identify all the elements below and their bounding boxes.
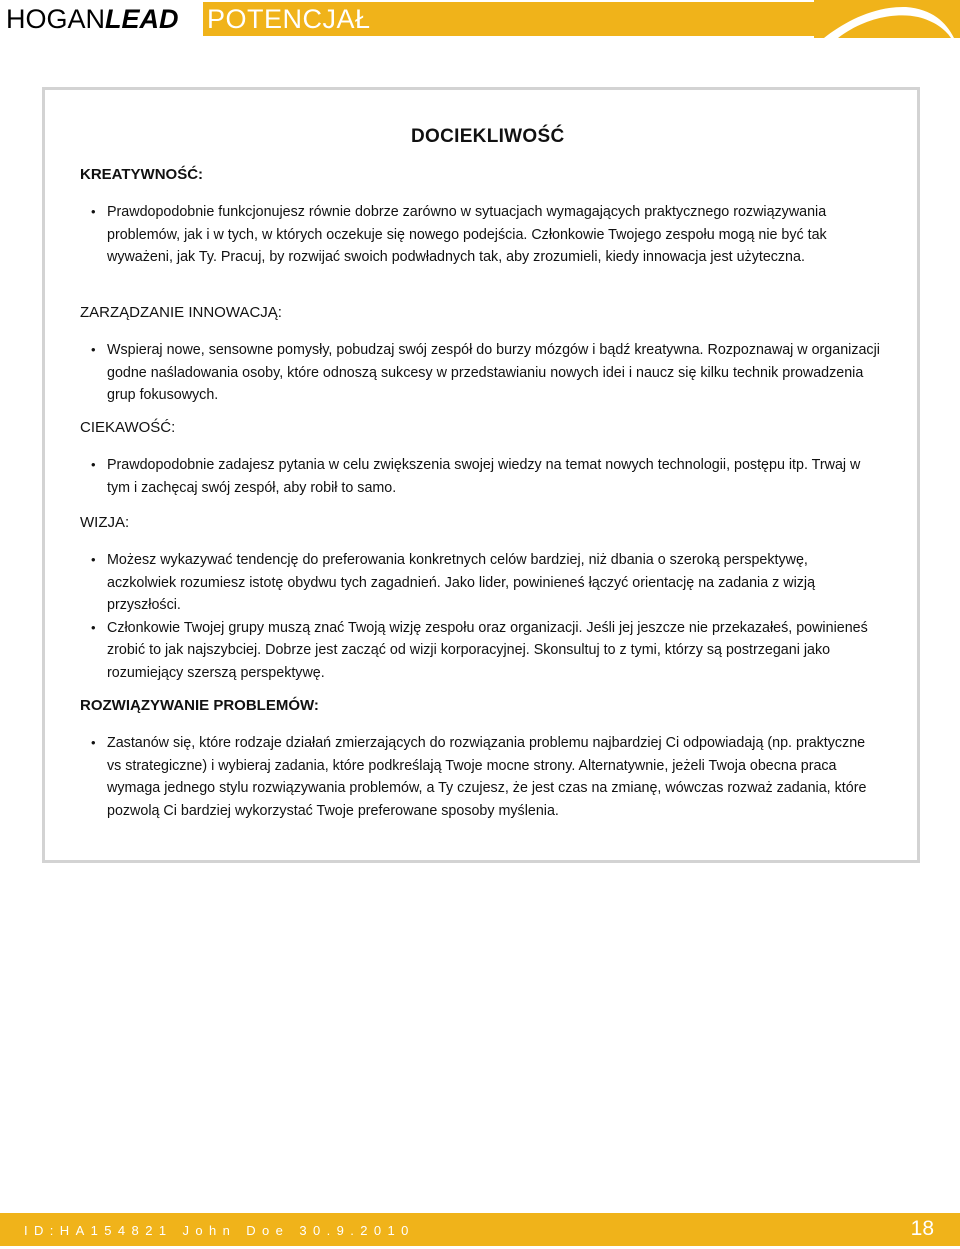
bullet-list bbox=[80, 339, 880, 407]
page-footer bbox=[0, 1213, 960, 1246]
bullet-list bbox=[80, 732, 880, 822]
bullet-item: • Możesz wykazywać tendencję do preferowania konkretnych celów bardziej, niż dbania o szeroką perspektywę, aczkolwiek rozumiesz istotę obydwu tych zagadnień. Jako lider, powinieneś łączyć orientację na zadania z wizją przyszłości. bbox=[80, 549, 880, 617]
section-heading: CIEKAWOŚĆ: bbox=[80, 419, 176, 436]
bullet-item: • Wspieraj nowe, sensowne pomysły, pobudzaj swój zespół do burzy mózgów i bądź kreatywna. Rozpoznawaj w organizacji godne naśladowania osoby, które odnoszą sukcesy w przedstawianiu nowych idei i naucz się kilku technik prowadzenia grup fokusowych. bbox=[80, 339, 880, 407]
section-wizja bbox=[80, 514, 880, 685]
section-heading: KREATYWNOŚĆ: bbox=[80, 166, 204, 183]
bullet-list bbox=[80, 454, 880, 499]
page-header bbox=[0, 0, 960, 38]
header-title-bar bbox=[203, 2, 814, 36]
section-rozwiazywanie-problemow bbox=[80, 697, 880, 822]
section-heading: WIZJA: bbox=[80, 514, 130, 531]
footer-id-text: ID:HA154821 John Doe 30.9.2010 bbox=[24, 1223, 415, 1238]
section-ciekawosc bbox=[80, 419, 880, 499]
section-kreatywnosc bbox=[80, 166, 880, 269]
report-title: POTENCJAŁ bbox=[207, 4, 371, 34]
swoosh-logo-icon bbox=[814, 0, 960, 38]
bullet-item: • Członkowie Twojej grupy muszą znać Twoją wizję zespołu oraz organizacji. Jeśli jej jeszcze nie przekazałeś, powinieneś zrobić to jak najszybciej. Dobrze jest zacząć od wizji korporacyjnej. Skonsultuj to z tymi, którzy są postrzegani jako rozumiejący szerszą perspektywę. bbox=[80, 617, 880, 685]
brand-logo bbox=[6, 2, 179, 36]
section-zarzadzanie-innowacja bbox=[80, 304, 880, 407]
bullet-item: • Zastanów się, które rodzaje działań zmierzających do rozwiązania problemu najbardziej Ci odpowiadają (np. praktyczne vs strategiczne) i wybieraj zadania, które podkreślają Twoje mocne strony. Alternatywnie, jeżeli Twoja obecna praca wymaga jednego stylu rozwiązywania problemów, a Ty czujesz, że jest czas na zmianę, wówczas rozważ zadania, które pozwolą Ci bardziej wykorzystać Twoje preferowane sposoby myślenia. bbox=[80, 732, 880, 822]
brand-lead: LEAD bbox=[105, 4, 179, 34]
bullet-list bbox=[80, 549, 880, 685]
page-number: 18 bbox=[910, 1217, 934, 1240]
section-heading: ZARZĄDZANIE INNOWACJĄ: bbox=[80, 304, 282, 321]
bullet-list bbox=[80, 201, 880, 269]
bullet-item: • Prawdopodobnie zadajesz pytania w celu zwiększenia swojej wiedzy na temat nowych technologii, postępu itp. Trwaj w tym i zachęcaj swój zespół, aby robił to samo. bbox=[80, 454, 880, 499]
bullet-item: • Prawdopodobnie funkcjonujesz równie dobrze zarówno w sytuacjach wymagających praktycznego rozwiązywania problemów, jak i w tych, w których oczekuje się nowego podejścia. Członkowie Twojego zespołu mogą nie być tak wyważeni, jak Ty. Pracuj, by rozwijać swoich podwładnych tak, aby zrozumieli, kiedy innowacja jest użyteczna. bbox=[80, 201, 880, 269]
panel-title: DOCIEKLIWOŚĆ bbox=[411, 126, 565, 147]
section-heading: ROZWIĄZYWANIE PROBLEMÓW: bbox=[80, 697, 319, 714]
content-panel bbox=[42, 87, 920, 863]
brand-hogan: HOGAN bbox=[6, 4, 106, 34]
